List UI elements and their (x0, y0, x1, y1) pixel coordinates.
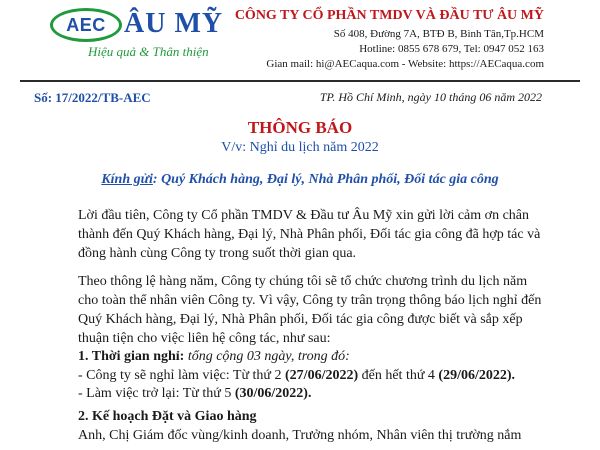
bullet-1-date-end: (29/06/2022). (438, 368, 516, 383)
bullet-off-days (78, 368, 548, 384)
document-number: Số: 17/2022/TB-AEC (34, 90, 151, 105)
brand-tagline: Hiệu quả & Thân thiện (88, 44, 209, 59)
section-2-heading: 2. Kế hoạch Đặt và Giao hàng (78, 409, 257, 424)
document-subject: V/v: Nghỉ du lịch năm 2022 (221, 140, 379, 155)
recipient-line (0, 172, 600, 188)
paragraph-notice: Theo thông lệ hàng năm, Công ty chúng tôi sẽ tổ chức chương trình du lịch năm cho toàn thể nhân viên Công ty. Vì vậy, Công ty trân trọng thông báo lịch nghỉ đến Quý Khách hàng, Đại lý, Nhà Phân phối, Đối tác gia công được biết và sắp xếp thuận tiện cho việc liên hệ công tác, như sau: (78, 274, 542, 346)
bullet-2-prefix: - Làm việc trở lại: Từ thứ 5 (78, 386, 235, 401)
section-1-heading: 1. Thời gian nghỉ: (78, 349, 185, 364)
company-contact: Gian mail: hi@AECaqua.com - Website: https://AECaqua.com (266, 58, 544, 70)
paragraph-intro: Lời đầu tiên, Công ty Cổ phần TMDV & Đầu tư Âu Mỹ xin gửi lời cảm ơn chân thành đến Quý Khách hàng, Đại lý, Nhà Phân phối, Đối tác gia công đã hợp tác và đồng hành cùng Công ty trong suốt thời gian qua. (78, 208, 541, 261)
header-divider (20, 80, 580, 82)
company-hotline: Hotline: 0855 678 679, Tel: 0947 052 163 (359, 43, 544, 55)
paragraph-section-2: Anh, Chị Giám đốc vùng/kinh doanh, Trưởng nhóm, Nhân viên thị trường nắm (78, 428, 522, 443)
section-1-note: tổng cộng 03 ngày, trong đó: (184, 349, 350, 364)
bullet-return-day (78, 386, 548, 402)
recipient-value: : Quý Khách hàng, Đại lý, Nhà Phân phối, Đối tác gia công (152, 172, 499, 187)
company-logo (50, 8, 122, 42)
document-title: THÔNG BÁO (247, 118, 353, 137)
bullet-1-mid: đến hết thứ 4 (358, 368, 439, 383)
company-address: Số 408, Đường 7A, BTĐ B, Bình Tân,Tp.HCM (333, 28, 544, 40)
logo-text: AEC (66, 14, 106, 35)
document-date: TP. Hồ Chí Minh, ngày 10 tháng 06 năm 2022 (319, 90, 542, 104)
company-name: CÔNG TY CỔ PHẦN TMDV VÀ ĐẦU TƯ ÂU MỸ (234, 8, 544, 23)
recipient-label: Kính gửi (101, 172, 153, 187)
section-1-line (78, 349, 548, 365)
bullet-1-date-start: (27/06/2022) (285, 368, 359, 383)
brand-name: ÂU MỸ (124, 8, 224, 39)
letterhead (0, 0, 600, 80)
bullet-2-date: (30/06/2022). (234, 386, 312, 401)
bullet-1-prefix: - Công ty sẽ nghỉ làm việc: Từ thứ 2 (78, 368, 286, 383)
